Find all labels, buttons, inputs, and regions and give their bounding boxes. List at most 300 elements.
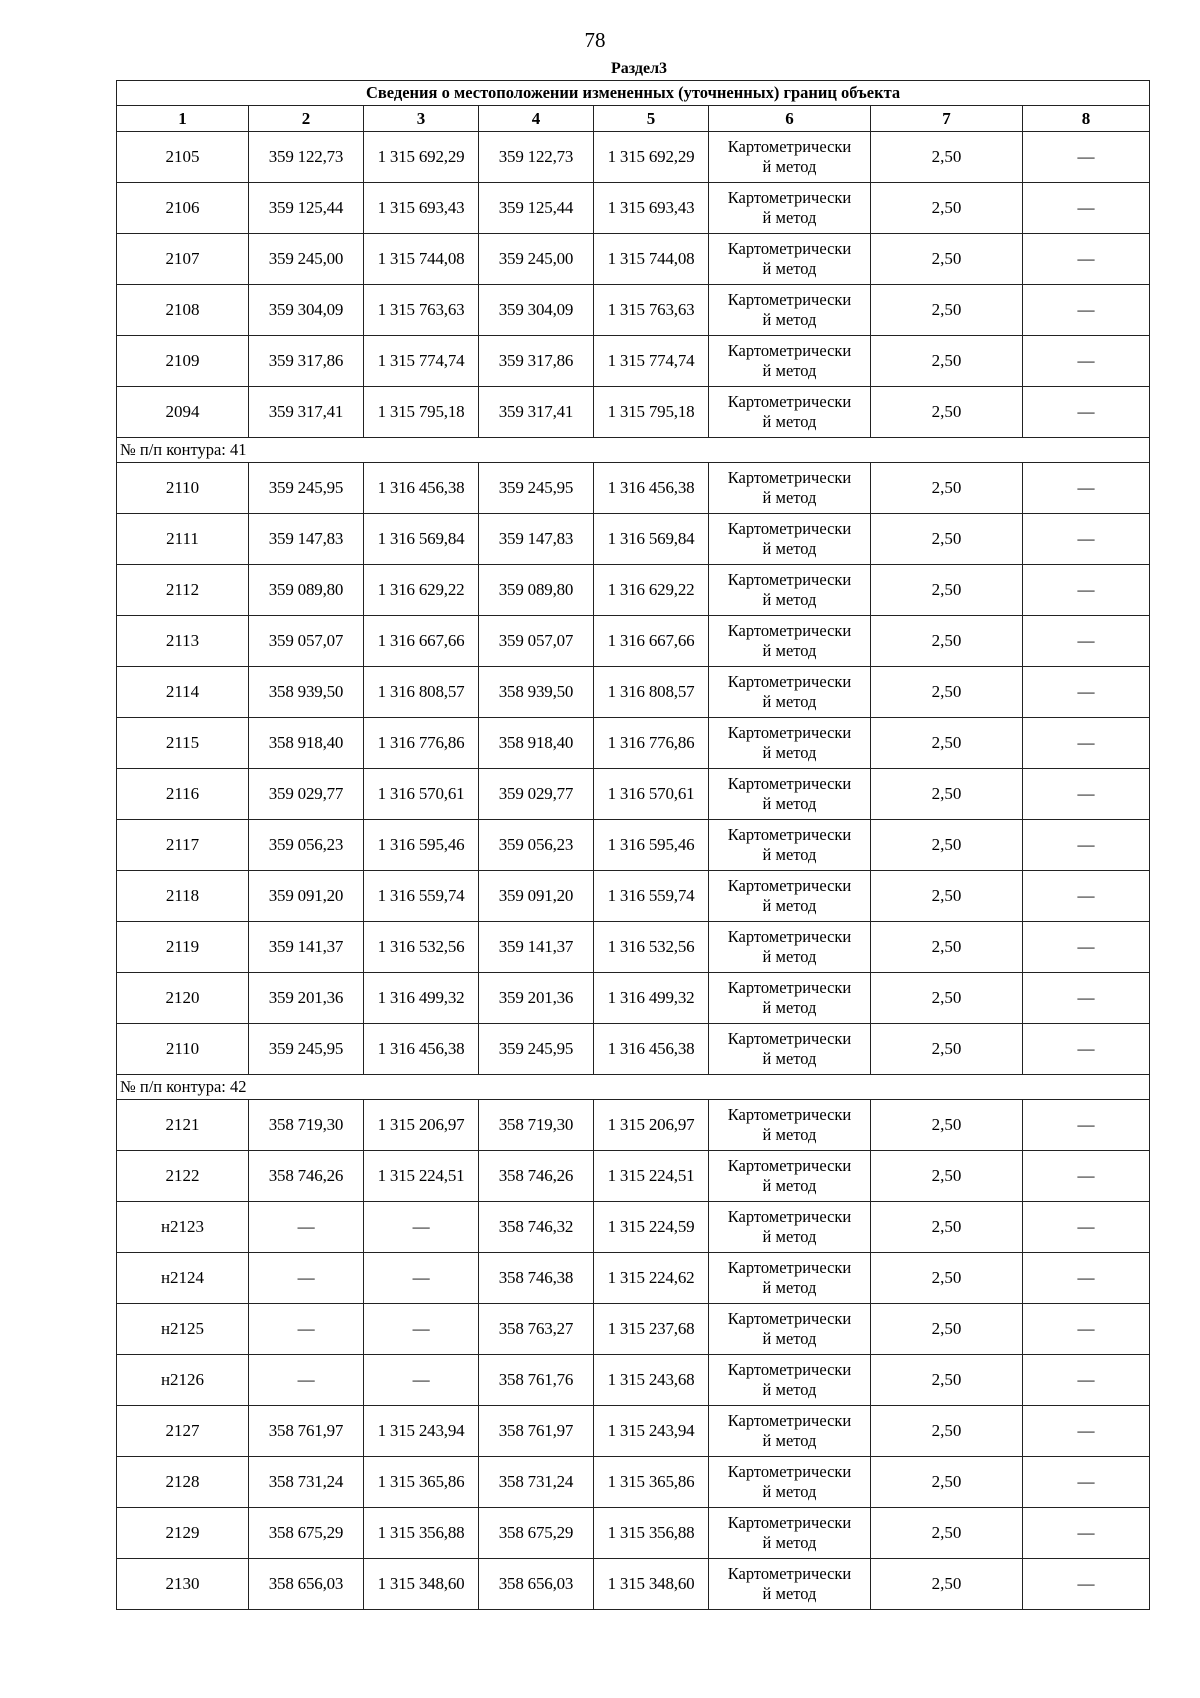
refined-x-cell: 359 201,36: [479, 973, 594, 1024]
existing-y-cell: 1 315 365,86: [364, 1457, 479, 1508]
existing-y-cell: 1 316 776,86: [364, 718, 479, 769]
refined-x-cell: 358 675,29: [479, 1508, 594, 1559]
table-row: [117, 1024, 1150, 1075]
table-row: [117, 565, 1150, 616]
method-text-line: Картометрически: [727, 290, 852, 309]
precision-cell: 2,50: [871, 132, 1023, 183]
refined-x-cell: 359 091,20: [479, 871, 594, 922]
description-cell: —: [1023, 132, 1150, 183]
method-text-line: Картометрически: [727, 1029, 852, 1048]
existing-y-cell: 1 316 570,61: [364, 769, 479, 820]
refined-x-cell: 359 317,86: [479, 336, 594, 387]
existing-x-cell: 359 122,73: [249, 132, 364, 183]
method-cell: [709, 1151, 871, 1202]
point-number-cell: 2113: [117, 616, 249, 667]
refined-y-cell: 1 316 667,66: [594, 616, 709, 667]
existing-x-cell: 359 147,83: [249, 514, 364, 565]
description-cell: —: [1023, 1559, 1150, 1610]
method-cell: [709, 820, 871, 871]
column-number: 4: [479, 106, 594, 132]
description-cell: —: [1023, 1024, 1150, 1075]
method-cell: [709, 1457, 871, 1508]
description-cell: —: [1023, 514, 1150, 565]
existing-y-cell: 1 316 532,56: [364, 922, 479, 973]
existing-y-cell: 1 316 595,46: [364, 820, 479, 871]
description-cell: —: [1023, 922, 1150, 973]
existing-x-cell: 359 057,07: [249, 616, 364, 667]
table-row: [117, 1457, 1150, 1508]
table-row: [117, 183, 1150, 234]
method-text-line: Картометрически: [727, 1513, 852, 1532]
point-number-cell: 2127: [117, 1406, 249, 1457]
method-text-line: й метод: [762, 743, 817, 762]
method-cell: [709, 1406, 871, 1457]
refined-x-cell: 359 056,23: [479, 820, 594, 871]
existing-x-cell: 358 746,26: [249, 1151, 364, 1202]
table-row: [117, 769, 1150, 820]
refined-y-cell: 1 315 692,29: [594, 132, 709, 183]
method-text-line: Картометрически: [727, 188, 852, 207]
method-text-line: Картометрически: [727, 927, 852, 946]
existing-y-cell: 1 315 348,60: [364, 1559, 479, 1610]
method-cell: [709, 973, 871, 1024]
point-number-cell: 2106: [117, 183, 249, 234]
table-row: [117, 1406, 1150, 1457]
contour-row: [117, 438, 1150, 463]
refined-x-cell: 359 125,44: [479, 183, 594, 234]
point-number-cell: 2107: [117, 234, 249, 285]
method-text-line: Картометрически: [727, 672, 852, 691]
existing-x-cell: 358 939,50: [249, 667, 364, 718]
column-number: 1: [117, 106, 249, 132]
refined-x-cell: 359 141,37: [479, 922, 594, 973]
method-text-line: й метод: [762, 1431, 817, 1450]
existing-y-cell: 1 316 456,38: [364, 463, 479, 514]
existing-y-cell: 1 315 693,43: [364, 183, 479, 234]
existing-x-cell: 359 245,00: [249, 234, 364, 285]
refined-y-cell: 1 316 559,74: [594, 871, 709, 922]
refined-y-cell: 1 316 808,57: [594, 667, 709, 718]
refined-x-cell: 358 731,24: [479, 1457, 594, 1508]
existing-y-cell: —: [364, 1253, 479, 1304]
method-text-line: й метод: [762, 845, 817, 864]
column-number: 5: [594, 106, 709, 132]
description-cell: —: [1023, 1406, 1150, 1457]
method-cell: [709, 922, 871, 973]
refined-y-cell: 1 316 595,46: [594, 820, 709, 871]
precision-cell: 2,50: [871, 922, 1023, 973]
method-text-line: й метод: [762, 259, 817, 278]
precision-cell: 2,50: [871, 1304, 1023, 1355]
existing-y-cell: 1 316 569,84: [364, 514, 479, 565]
page-number: 78: [584, 28, 606, 52]
refined-x-cell: 359 089,80: [479, 565, 594, 616]
method-cell: [709, 616, 871, 667]
table-row: [117, 718, 1150, 769]
refined-y-cell: 1 316 456,38: [594, 463, 709, 514]
point-number-cell: 2115: [117, 718, 249, 769]
refined-y-cell: 1 316 629,22: [594, 565, 709, 616]
precision-cell: 2,50: [871, 183, 1023, 234]
refined-y-cell: 1 315 206,97: [594, 1100, 709, 1151]
method-text-line: Картометрически: [727, 239, 852, 258]
existing-x-cell: 359 091,20: [249, 871, 364, 922]
refined-x-cell: 358 656,03: [479, 1559, 594, 1610]
method-cell: [709, 1202, 871, 1253]
precision-cell: 2,50: [871, 1355, 1023, 1406]
method-text-line: й метод: [762, 1176, 817, 1195]
method-cell: [709, 132, 871, 183]
method-text-line: й метод: [762, 157, 817, 176]
refined-y-cell: 1 315 763,63: [594, 285, 709, 336]
refined-x-cell: 359 122,73: [479, 132, 594, 183]
method-text-line: й метод: [762, 1049, 817, 1068]
refined-y-cell: 1 316 532,56: [594, 922, 709, 973]
method-text-line: Картометрически: [727, 570, 852, 589]
method-text-line: Картометрически: [727, 468, 852, 487]
point-number-cell: 2118: [117, 871, 249, 922]
method-text-line: й метод: [762, 310, 817, 329]
table-row: [117, 616, 1150, 667]
precision-cell: 2,50: [871, 1151, 1023, 1202]
method-text-line: й метод: [762, 998, 817, 1017]
section-title: Раздел3: [610, 60, 668, 77]
precision-cell: 2,50: [871, 1202, 1023, 1253]
existing-y-cell: 1 316 808,57: [364, 667, 479, 718]
refined-x-cell: 359 057,07: [479, 616, 594, 667]
existing-x-cell: —: [249, 1304, 364, 1355]
refined-y-cell: 1 315 224,62: [594, 1253, 709, 1304]
point-number-cell: 2130: [117, 1559, 249, 1610]
method-text-line: Картометрически: [727, 1462, 852, 1481]
table-row: [117, 871, 1150, 922]
existing-x-cell: 358 719,30: [249, 1100, 364, 1151]
table-row: [117, 463, 1150, 514]
method-text-line: Картометрически: [727, 774, 852, 793]
point-number-cell: 2122: [117, 1151, 249, 1202]
method-text-line: й метод: [762, 1533, 817, 1552]
description-cell: —: [1023, 1202, 1150, 1253]
method-cell: [709, 871, 871, 922]
coordinates-table: [116, 80, 1150, 1610]
refined-y-cell: 1 315 693,43: [594, 183, 709, 234]
existing-x-cell: 359 304,09: [249, 285, 364, 336]
precision-cell: 2,50: [871, 1457, 1023, 1508]
description-cell: —: [1023, 973, 1150, 1024]
method-cell: [709, 1508, 871, 1559]
method-text-line: й метод: [762, 412, 817, 431]
existing-x-cell: 359 141,37: [249, 922, 364, 973]
refined-y-cell: 1 316 499,32: [594, 973, 709, 1024]
method-text-line: Картометрически: [727, 876, 852, 895]
point-number-cell: 2094: [117, 387, 249, 438]
precision-cell: 2,50: [871, 463, 1023, 514]
existing-x-cell: 358 675,29: [249, 1508, 364, 1559]
contour-label: № п/п контура: 41: [117, 438, 1150, 463]
table-row: [117, 1100, 1150, 1151]
existing-y-cell: 1 315 243,94: [364, 1406, 479, 1457]
precision-cell: 2,50: [871, 820, 1023, 871]
method-text-line: Картометрически: [727, 519, 852, 538]
table-row: [117, 820, 1150, 871]
method-cell: [709, 667, 871, 718]
refined-x-cell: 359 147,83: [479, 514, 594, 565]
table-row: [117, 336, 1150, 387]
precision-cell: 2,50: [871, 336, 1023, 387]
column-number: 6: [709, 106, 871, 132]
table-row: [117, 1202, 1150, 1253]
table-row: [117, 387, 1150, 438]
refined-y-cell: 1 316 456,38: [594, 1024, 709, 1075]
existing-y-cell: 1 315 774,74: [364, 336, 479, 387]
point-number-cell: 2109: [117, 336, 249, 387]
precision-cell: 2,50: [871, 285, 1023, 336]
precision-cell: 2,50: [871, 1508, 1023, 1559]
description-cell: —: [1023, 234, 1150, 285]
method-text-line: Картометрически: [727, 825, 852, 844]
refined-x-cell: 358 939,50: [479, 667, 594, 718]
description-cell: —: [1023, 565, 1150, 616]
existing-y-cell: —: [364, 1355, 479, 1406]
table-row: [117, 1253, 1150, 1304]
method-text-line: Картометрически: [727, 341, 852, 360]
point-number-cell: 2105: [117, 132, 249, 183]
existing-x-cell: —: [249, 1202, 364, 1253]
column-number: 2: [249, 106, 364, 132]
description-cell: —: [1023, 1100, 1150, 1151]
existing-y-cell: 1 315 224,51: [364, 1151, 479, 1202]
refined-x-cell: 359 245,95: [479, 463, 594, 514]
description-cell: —: [1023, 1457, 1150, 1508]
description-cell: —: [1023, 336, 1150, 387]
existing-y-cell: 1 316 456,38: [364, 1024, 479, 1075]
table-row: [117, 1508, 1150, 1559]
method-text-line: Картометрически: [727, 1564, 852, 1583]
method-text-line: й метод: [762, 1584, 817, 1603]
existing-y-cell: 1 315 744,08: [364, 234, 479, 285]
refined-y-cell: 1 316 570,61: [594, 769, 709, 820]
existing-x-cell: 359 029,77: [249, 769, 364, 820]
table-row: [117, 922, 1150, 973]
method-cell: [709, 234, 871, 285]
description-cell: —: [1023, 769, 1150, 820]
description-cell: —: [1023, 1355, 1150, 1406]
refined-y-cell: 1 315 365,86: [594, 1457, 709, 1508]
method-text-line: Картометрически: [727, 392, 852, 411]
description-cell: —: [1023, 463, 1150, 514]
existing-x-cell: —: [249, 1253, 364, 1304]
existing-x-cell: 359 245,95: [249, 1024, 364, 1075]
refined-x-cell: 358 746,26: [479, 1151, 594, 1202]
contour-row: [117, 1075, 1150, 1100]
description-cell: —: [1023, 871, 1150, 922]
description-cell: —: [1023, 285, 1150, 336]
method-text-line: й метод: [762, 590, 817, 609]
existing-y-cell: —: [364, 1202, 479, 1253]
method-cell: [709, 463, 871, 514]
precision-cell: 2,50: [871, 1406, 1023, 1457]
existing-x-cell: 358 761,97: [249, 1406, 364, 1457]
point-number-cell: 2110: [117, 1024, 249, 1075]
precision-cell: 2,50: [871, 1559, 1023, 1610]
point-number-cell: н2124: [117, 1253, 249, 1304]
precision-cell: 2,50: [871, 769, 1023, 820]
point-number-cell: н2125: [117, 1304, 249, 1355]
existing-x-cell: 359 089,80: [249, 565, 364, 616]
method-text-line: й метод: [762, 1125, 817, 1144]
refined-y-cell: 1 315 243,94: [594, 1406, 709, 1457]
refined-x-cell: 358 918,40: [479, 718, 594, 769]
method-text-line: й метод: [762, 1329, 817, 1348]
table-caption-row: [117, 81, 1150, 106]
refined-y-cell: 1 316 776,86: [594, 718, 709, 769]
method-text-line: Картометрически: [727, 1105, 852, 1124]
refined-y-cell: 1 315 243,68: [594, 1355, 709, 1406]
point-number-cell: н2123: [117, 1202, 249, 1253]
description-cell: —: [1023, 1304, 1150, 1355]
method-text-line: Картометрически: [727, 137, 852, 156]
description-cell: —: [1023, 820, 1150, 871]
existing-y-cell: 1 316 629,22: [364, 565, 479, 616]
refined-x-cell: 358 746,38: [479, 1253, 594, 1304]
column-number-row: [117, 106, 1150, 132]
method-cell: [709, 769, 871, 820]
existing-x-cell: 358 656,03: [249, 1559, 364, 1610]
point-number-cell: 2128: [117, 1457, 249, 1508]
refined-x-cell: 359 245,00: [479, 234, 594, 285]
table-row: [117, 1559, 1150, 1610]
precision-cell: 2,50: [871, 387, 1023, 438]
existing-y-cell: 1 315 206,97: [364, 1100, 479, 1151]
method-text-line: й метод: [762, 488, 817, 507]
method-text-line: Картометрически: [727, 1360, 852, 1379]
method-text-line: й метод: [762, 539, 817, 558]
table-row: [117, 973, 1150, 1024]
table-body: [117, 81, 1150, 1610]
method-cell: [709, 1304, 871, 1355]
existing-x-cell: 358 918,40: [249, 718, 364, 769]
method-cell: [709, 1355, 871, 1406]
precision-cell: 2,50: [871, 234, 1023, 285]
description-cell: —: [1023, 1151, 1150, 1202]
refined-y-cell: 1 315 224,51: [594, 1151, 709, 1202]
method-cell: [709, 285, 871, 336]
point-number-cell: 2116: [117, 769, 249, 820]
existing-y-cell: 1 316 667,66: [364, 616, 479, 667]
refined-x-cell: 359 317,41: [479, 387, 594, 438]
description-cell: —: [1023, 667, 1150, 718]
column-number: 8: [1023, 106, 1150, 132]
method-cell: [709, 565, 871, 616]
existing-y-cell: —: [364, 1304, 479, 1355]
refined-x-cell: 359 029,77: [479, 769, 594, 820]
existing-x-cell: 358 731,24: [249, 1457, 364, 1508]
precision-cell: 2,50: [871, 1253, 1023, 1304]
table-row: [117, 1304, 1150, 1355]
existing-x-cell: 359 317,86: [249, 336, 364, 387]
method-text-line: Картометрически: [727, 1207, 852, 1226]
method-cell: [709, 514, 871, 565]
existing-x-cell: —: [249, 1355, 364, 1406]
method-cell: [709, 1253, 871, 1304]
method-text-line: й метод: [762, 1278, 817, 1297]
method-text-line: й метод: [762, 641, 817, 660]
refined-x-cell: 358 763,27: [479, 1304, 594, 1355]
contour-label: № п/п контура: 42: [117, 1075, 1150, 1100]
refined-x-cell: 359 245,95: [479, 1024, 594, 1075]
refined-y-cell: 1 315 795,18: [594, 387, 709, 438]
description-cell: —: [1023, 718, 1150, 769]
point-number-cell: 2114: [117, 667, 249, 718]
existing-y-cell: 1 315 795,18: [364, 387, 479, 438]
refined-y-cell: 1 315 356,88: [594, 1508, 709, 1559]
point-number-cell: 2110: [117, 463, 249, 514]
point-number-cell: 2119: [117, 922, 249, 973]
method-text-line: Картометрически: [727, 1411, 852, 1430]
point-number-cell: 2112: [117, 565, 249, 616]
table-row: [117, 285, 1150, 336]
existing-y-cell: 1 316 559,74: [364, 871, 479, 922]
description-cell: —: [1023, 183, 1150, 234]
precision-cell: 2,50: [871, 718, 1023, 769]
refined-x-cell: 358 761,97: [479, 1406, 594, 1457]
precision-cell: 2,50: [871, 1100, 1023, 1151]
existing-y-cell: 1 315 356,88: [364, 1508, 479, 1559]
description-cell: —: [1023, 1508, 1150, 1559]
existing-x-cell: 359 125,44: [249, 183, 364, 234]
method-cell: [709, 1559, 871, 1610]
method-text-line: й метод: [762, 208, 817, 227]
refined-y-cell: 1 315 774,74: [594, 336, 709, 387]
refined-y-cell: 1 316 569,84: [594, 514, 709, 565]
method-text-line: Картометрически: [727, 1156, 852, 1175]
table-caption: Сведения о местоположении измененных (уточненных) границ объекта: [117, 81, 1150, 106]
precision-cell: 2,50: [871, 667, 1023, 718]
table-row: [117, 1355, 1150, 1406]
refined-x-cell: 359 304,09: [479, 285, 594, 336]
column-number: 3: [364, 106, 479, 132]
method-text-line: й метод: [762, 1227, 817, 1246]
table-row: [117, 234, 1150, 285]
precision-cell: 2,50: [871, 973, 1023, 1024]
method-text-line: й метод: [762, 1482, 817, 1501]
refined-y-cell: 1 315 744,08: [594, 234, 709, 285]
description-cell: —: [1023, 1253, 1150, 1304]
refined-x-cell: 358 746,32: [479, 1202, 594, 1253]
method-cell: [709, 1024, 871, 1075]
method-cell: [709, 718, 871, 769]
method-cell: [709, 336, 871, 387]
method-text-line: й метод: [762, 947, 817, 966]
refined-y-cell: 1 315 224,59: [594, 1202, 709, 1253]
method-text-line: Картометрически: [727, 1258, 852, 1277]
table-row: [117, 132, 1150, 183]
precision-cell: 2,50: [871, 1024, 1023, 1075]
method-text-line: й метод: [762, 794, 817, 813]
precision-cell: 2,50: [871, 565, 1023, 616]
method-text-line: й метод: [762, 361, 817, 380]
method-text-line: й метод: [762, 1380, 817, 1399]
point-number-cell: 2129: [117, 1508, 249, 1559]
table-row: [117, 667, 1150, 718]
description-cell: —: [1023, 616, 1150, 667]
existing-x-cell: 359 317,41: [249, 387, 364, 438]
refined-x-cell: 358 719,30: [479, 1100, 594, 1151]
existing-y-cell: 1 316 499,32: [364, 973, 479, 1024]
method-text-line: й метод: [762, 896, 817, 915]
existing-x-cell: 359 201,36: [249, 973, 364, 1024]
point-number-cell: 2121: [117, 1100, 249, 1151]
